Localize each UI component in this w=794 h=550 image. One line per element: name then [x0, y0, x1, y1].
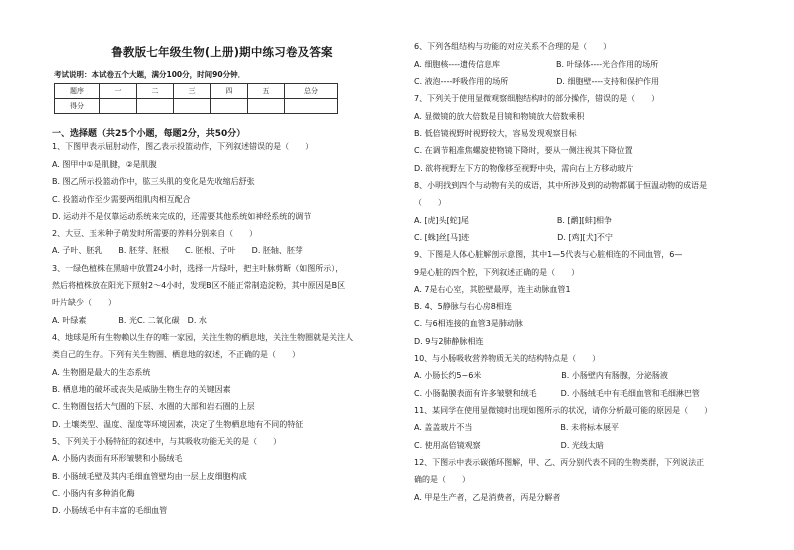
score-blank-cell[interactable] — [211, 99, 248, 114]
question-line: D. 运动并不是仅靠运动系统来完成的，还需要其他系统如神经系统的调节 — [52, 212, 312, 221]
score-table — [54, 83, 338, 114]
question-line: A. 叶绿素 B. 光C. 二氧化碳 D. 水 — [52, 316, 207, 325]
question-line: A. 甲是生产者，乙是消费者，丙是分解者 — [414, 493, 561, 502]
question-line: 9、下图是人体心脏解剖示意图，其中1—5代表与心脏相连的不同血管，6— — [414, 250, 683, 259]
question-line: D. 土壤类型、温度、湿度等环境因素，决定了生物栖息地有不同的特征 — [52, 420, 304, 429]
question-line: （ ） — [414, 198, 446, 207]
question-line: C. 与6相连接的血管3是肺动脉 — [414, 319, 523, 328]
question-line: A. 盖盖玻片不当 B. 未将标本展平 — [414, 423, 619, 432]
question-line: A. 显微镜的放大倍数是目镜和物镜放大倍数乘积 — [414, 112, 585, 121]
question-line: C. 使用高倍镜观察 D. 光线太暗 — [414, 441, 604, 450]
question-line: 确的是（ ） — [414, 475, 470, 484]
question-line: B. 低倍镜视野时视野较大，容易发现观察目标 — [414, 129, 577, 138]
score-header-cell: 总分 — [285, 84, 338, 99]
question-line: A. 小肠内表面有环形皱襞和小肠绒毛 — [52, 454, 183, 463]
score-row-label: 得分 — [55, 99, 100, 114]
score-header-cell: 一 — [100, 84, 137, 99]
question-line: 叶片缺少（ ） — [52, 298, 116, 307]
question-line: 7、下列关于使用显微观察细胞结构时的部分操作，错误的是（ ） — [414, 94, 660, 103]
score-header-cell: 二 — [137, 84, 174, 99]
question-line: C. 小肠黏膜表面有许多皱襞和绒毛 D. 小肠绒毛中有毛细血管和毛细淋巴管 — [414, 389, 700, 398]
question-line: B. 栖息地的破坏或丧失是威胁生物生存的关键因素 — [52, 385, 231, 394]
section-heading: 一、选择题（共25个小题，每题2分，共50分） — [52, 129, 246, 139]
question-line: 12、下图示中表示碳循环图解，甲、乙、丙分别代表不同的生物类群，下列说法正 — [414, 458, 705, 467]
question-line: 9是心脏的四个腔，下列叙述正确的是（ ） — [414, 268, 580, 277]
score-blank-cell[interactable] — [285, 99, 338, 114]
question-line: D. 欲将视野左下方的物像移至视野中央，需向右上方移动玻片 — [414, 164, 634, 173]
score-blank-cell[interactable] — [248, 99, 285, 114]
score-blank-cell[interactable] — [100, 99, 137, 114]
score-blank-cell[interactable] — [137, 99, 174, 114]
question-line: B. 图乙所示投篮动作中，肱三头肌的变化是先收缩后舒张 — [52, 177, 255, 186]
question-line: 类自己的生存。下列有关生物圈、栖息地的叙述，不正确的是（ ） — [52, 350, 300, 359]
question-line: A. 7是右心室，其腔壁最厚，连主动脉血管1 — [414, 285, 571, 294]
question-line: A. [虎]头[蛇]尾 B. [鹬][蚌]相争 — [414, 216, 612, 225]
page-title: 鲁教版七年级生物(上册)期中练习卷及答案 — [111, 45, 333, 59]
question-line: C. 小肠内有多种消化酶 — [52, 489, 135, 498]
question-line: A. 小肠长约5~6米 B. 小肠壁内有肠腺，分泌肠液 — [414, 371, 668, 380]
question-line: C. [蛛]丝[马]迹 D. [鸡][犬]不宁 — [414, 233, 613, 242]
question-line: D. 9与2肺静脉相连 — [414, 337, 484, 346]
score-header-cell: 四 — [211, 84, 248, 99]
question-line: B. 4、5静脉与右心房8相连 — [414, 302, 512, 311]
score-header-cell: 题序 — [55, 84, 100, 99]
question-line: 6、下列各组结构与功能的对应关系不合理的是（ ） — [414, 42, 612, 51]
question-line: A. 细胞核----遗传信息库 B. 叶绿体----光合作用的场所 — [414, 60, 659, 69]
score-table-score-row — [55, 99, 338, 114]
question-line: C. 投篮动作至少需要两组肌肉相互配合 — [52, 195, 191, 204]
question-line: A. 子叶、胚乳 B. 胚芽、胚根 C. 胚根、子叶 D. 胚轴、胚芽 — [52, 246, 303, 255]
question-line: C. 液泡----呼吸作用的场所 D. 细胞壁----支持和保护作用 — [414, 77, 660, 86]
question-line: C. 在调节粗准焦螺旋使物镜下降时，要从一侧注视其下降位置 — [414, 146, 633, 155]
question-line: 11、某同学在使用显微镜时出现如图所示的状况，请你分析最可能的原因是（ ） — [414, 406, 713, 415]
question-line: D. 小肠绒毛中有丰富的毛细血管 — [52, 506, 168, 515]
question-line: C. 生物圈包括大气圈的下层、水圈的大部和岩石圈的上层 — [52, 402, 255, 411]
question-line: 3、一绿色植株在黑暗中放置24小时，选择一片绿叶，把主叶脉剪断（如图所示）， — [52, 264, 344, 273]
question-line: A. 图甲中①是肌腱，②是肌腹 — [52, 160, 157, 169]
exam-note: 考试说明：本试卷五个大题，满分100分，时间90分钟． — [54, 70, 246, 79]
question-line: 8、小明找到四个与动物有关的成语，其中所涉及到的动物都属于恒温动物的成语是 — [414, 181, 708, 190]
question-line: A. 生物圈是最大的生态系统 — [52, 368, 151, 377]
question-line: B. 小肠绒毛壁及其内毛细血管壁均由一层上皮细胞构成 — [52, 472, 247, 481]
question-line: 5、下列关于小肠特征的叙述中，与其吸收功能无关的是（ ） — [52, 437, 282, 446]
question-line: 然后将植株放在阳光下照射2～4小时，发现B区不能正常制造淀粉，其中原因是B区 — [52, 281, 346, 290]
question-line: 2、大豆、玉米种子萌发时所需要的养料分别来自（ ） — [52, 229, 258, 238]
question-line: 1、下图甲表示屈肘动作，图乙表示投篮动作，下列叙述错误的是（ ） — [52, 142, 314, 151]
score-table-header-row — [55, 84, 338, 99]
score-header-cell: 五 — [248, 84, 285, 99]
score-blank-cell[interactable] — [174, 99, 211, 114]
score-header-cell: 三 — [174, 84, 211, 99]
question-line: 10、与小肠吸收营养物质无关的结构特点是（ ） — [414, 354, 601, 363]
question-line: 4、地球是所有生物赖以生存的唯一家园，关注生物的栖息地，关注生物圈就是关注人 — [52, 333, 354, 342]
